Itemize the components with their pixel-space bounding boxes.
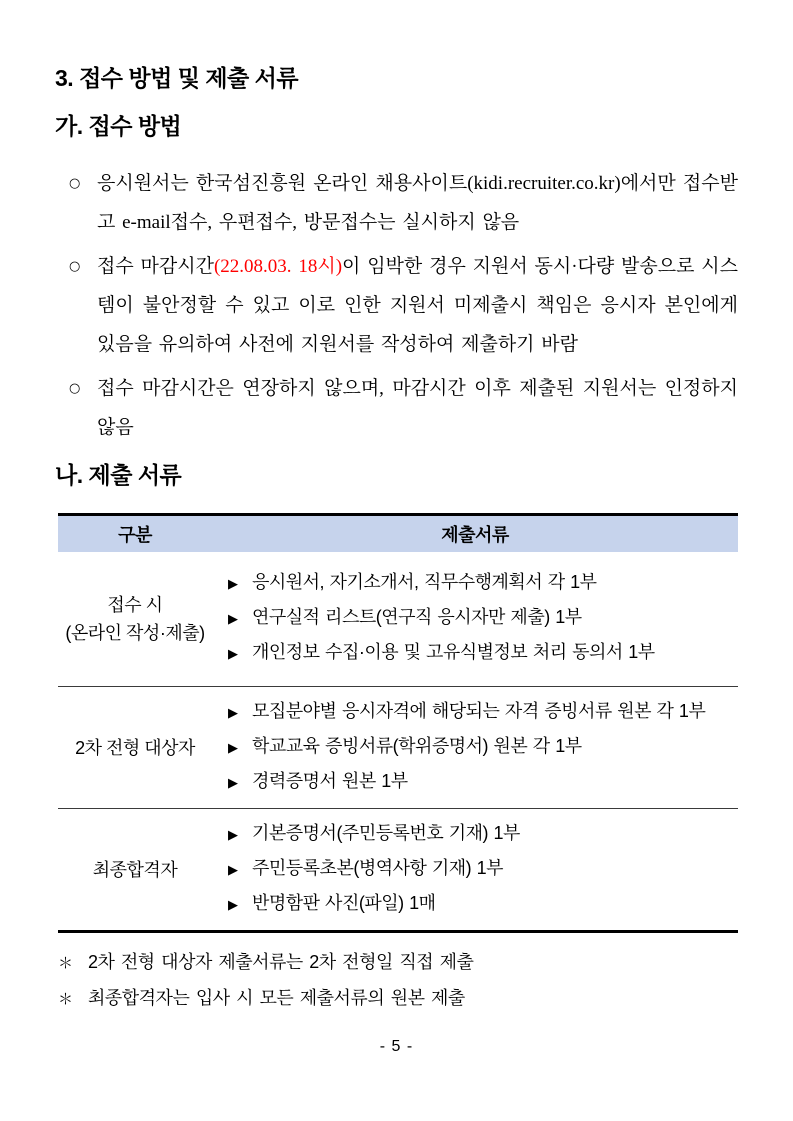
- bullet-item: [55, 369, 738, 447]
- document-item: [228, 852, 732, 887]
- bullet-text: [97, 247, 738, 364]
- circle-bullet-icon: ○: [69, 381, 81, 396]
- table-header-documents: 제출서류: [441, 524, 509, 545]
- method-bullet-list: [55, 164, 738, 447]
- bullet-text: [97, 369, 738, 447]
- category-label: 접수 시: [107, 594, 163, 615]
- triangle-bullet-icon: ▶: [228, 828, 238, 843]
- bullet-item: [55, 247, 738, 364]
- deadline-highlight: (22.08.03. 18시): [213, 256, 343, 277]
- bullet-text: [97, 164, 738, 242]
- asterisk-icon: ＊: [58, 990, 73, 1008]
- bullet-text-main: 응시원서는 한국섬진흥원 온라인 채용사이트(kidi.recruiter.co.kr)에서만 접수받고 e-mail접수, 우편접수, 방문접수는 실시하지 않음: [97, 173, 738, 233]
- triangle-bullet-icon: ▶: [228, 706, 238, 721]
- bullet-item: [55, 164, 738, 242]
- table-header-category: 구분: [118, 524, 152, 545]
- category-label: 2차 전형 대상자: [75, 737, 195, 758]
- category-cell: [58, 687, 212, 809]
- section-title: 3. 접수 방법 및 제출 서류: [55, 65, 299, 91]
- subsection-b-title: 나. 제출 서류: [55, 462, 182, 488]
- asterisk-icon: ＊: [58, 954, 73, 972]
- triangle-bullet-icon: ▶: [228, 577, 238, 593]
- page-number: - 5 -: [379, 1038, 414, 1055]
- footnote: [58, 945, 738, 981]
- table-header-row: [58, 515, 738, 552]
- document-item-text: 학교교육 증빙서류(학위증명서) 원본 각 1부: [252, 736, 582, 756]
- triangle-bullet-icon: ▶: [228, 612, 238, 628]
- bullet-text-rest: 이 임박한 경우 지원서 동시·다량 발송으로 시스템이 불안정할 수 있고 이로 인한 지원서 미제출시 책임은 응시자 본인에게 있음을 유의하여 사전에 지원서를 작성하여 제출하기 바람: [97, 256, 738, 355]
- category-sublabel: (온라인 작성·제출): [65, 622, 205, 643]
- triangle-bullet-icon: ▶: [228, 647, 238, 663]
- triangle-bullet-icon: ▶: [228, 741, 238, 756]
- documents-table: [58, 513, 738, 933]
- document-item: [228, 887, 732, 922]
- document-item-text: 반명함판 사진(파일) 1매: [252, 893, 436, 913]
- circle-bullet-icon: ○: [69, 259, 81, 274]
- bullet-text-main: 접수 마감시간: [97, 256, 214, 277]
- document-item-text: 모집분야별 응시자격에 해당되는 자격 증빙서류 원본 각 1부: [252, 701, 706, 721]
- footnote: [58, 981, 738, 1017]
- document-item-text: 기본증명서(주민등록번호 기재) 1부: [252, 823, 520, 843]
- category-label: 최종합격자: [92, 859, 178, 880]
- document-item-text: 개인정보 수집·이용 및 고유식별정보 처리 동의서 1부: [252, 642, 655, 663]
- footnote-list: [58, 945, 738, 1017]
- document-item: [228, 765, 732, 800]
- subsection-a-title: 가. 접수 방법: [55, 113, 182, 139]
- footnote-text: 2차 전형 대상자 제출서류는 2차 전형일 직접 제출: [88, 952, 474, 972]
- document-item-text: 경력증명서 원본 1부: [252, 771, 408, 791]
- table-row: [58, 552, 738, 687]
- document-item: [228, 636, 732, 671]
- category-cell: [58, 552, 212, 687]
- document-item-text: 주민등록초본(병역사항 기재) 1부: [252, 858, 504, 878]
- documents-cell: [212, 552, 738, 687]
- bullet-text-main: 접수 마감시간은 연장하지 않으며, 마감시간 이후 제출된 지원서는 인정하지 않음: [97, 378, 738, 438]
- document-item: [228, 695, 732, 730]
- table-row: [58, 809, 738, 932]
- document-item: [228, 817, 732, 852]
- circle-bullet-icon: ○: [69, 176, 81, 191]
- documents-cell: [212, 809, 738, 932]
- document-item: [228, 730, 732, 765]
- footnote-text: 최종합격자는 입사 시 모든 제출서류의 원본 제출: [88, 988, 465, 1008]
- documents-cell: [212, 687, 738, 809]
- document-item-text: 연구실적 리스트(연구직 응시자만 제출) 1부: [252, 607, 582, 628]
- triangle-bullet-icon: ▶: [228, 898, 238, 913]
- document-item: [228, 566, 732, 601]
- category-cell: [58, 809, 212, 932]
- document-item-text: 응시원서, 자기소개서, 직무수행계획서 각 1부: [252, 572, 597, 593]
- table-row: [58, 687, 738, 809]
- document-item: [228, 601, 732, 636]
- triangle-bullet-icon: ▶: [228, 776, 238, 791]
- triangle-bullet-icon: ▶: [228, 863, 238, 878]
